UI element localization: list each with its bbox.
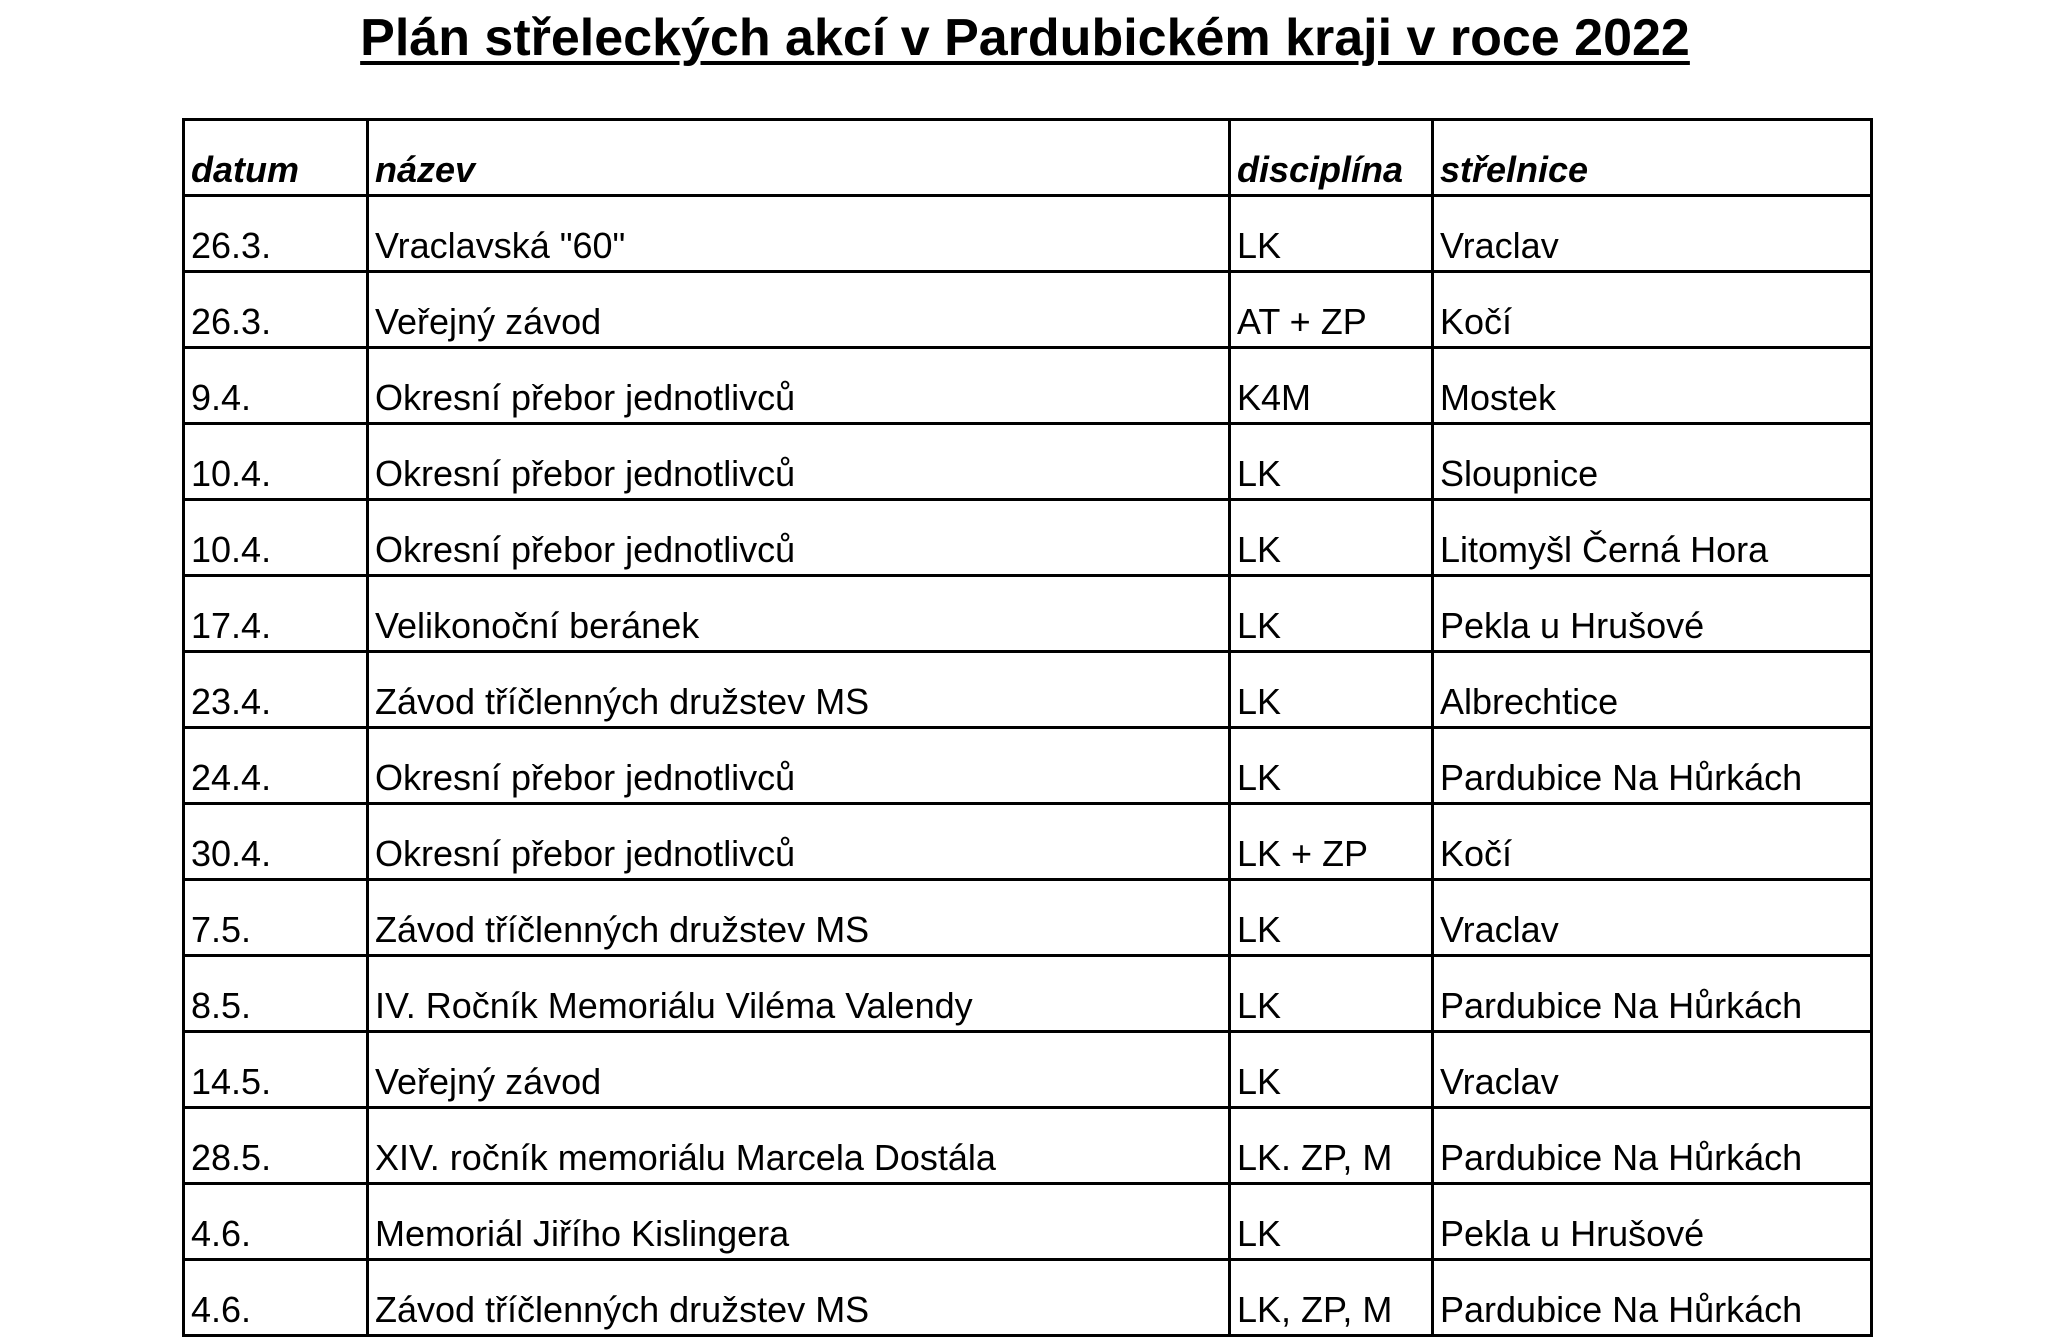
cell-date: 26.3.: [184, 196, 368, 272]
column-header-discipline: disciplína: [1230, 120, 1433, 196]
cell-name: Memoriál Jiřího Kislingera: [368, 1184, 1230, 1260]
cell-date: 4.6.: [184, 1184, 368, 1260]
cell-discipline: LK: [1230, 728, 1433, 804]
table-row: [184, 576, 1872, 652]
cell-name: Závod tříčlenných družstev MS: [368, 880, 1230, 956]
page-title: Plán střeleckých akcí v Pardubickém kraji v roce 2022: [360, 9, 1690, 67]
cell-date: 10.4.: [184, 424, 368, 500]
cell-date: 26.3.: [184, 272, 368, 348]
cell-name: Velikonoční beránek: [368, 576, 1230, 652]
table-row: [184, 1260, 1872, 1336]
cell-date: 7.5.: [184, 880, 368, 956]
cell-discipline: LK: [1230, 1184, 1433, 1260]
cell-range: Albrechtice: [1433, 652, 1872, 728]
table-row: [184, 728, 1872, 804]
cell-discipline: LK: [1230, 880, 1433, 956]
cell-range: Pardubice Na Hůrkách: [1433, 1108, 1872, 1184]
column-header-date: datum: [184, 120, 368, 196]
cell-discipline: LK: [1230, 576, 1433, 652]
cell-date: 4.6.: [184, 1260, 368, 1336]
table-row: [184, 804, 1872, 880]
cell-name: Okresní přebor jednotlivců: [368, 804, 1230, 880]
cell-discipline: LK: [1230, 500, 1433, 576]
cell-date: 24.4.: [184, 728, 368, 804]
cell-name: Závod tříčlenných družstev MS: [368, 1260, 1230, 1336]
table-row: [184, 1108, 1872, 1184]
table-row: [184, 880, 1872, 956]
cell-date: 14.5.: [184, 1032, 368, 1108]
table-row: [184, 1184, 1872, 1260]
cell-range: Pekla u Hrušové: [1433, 576, 1872, 652]
column-header-name: název: [368, 120, 1230, 196]
cell-discipline: AT + ZP: [1230, 272, 1433, 348]
cell-range: Pardubice Na Hůrkách: [1433, 956, 1872, 1032]
cell-date: 28.5.: [184, 1108, 368, 1184]
cell-name: IV. Ročník Memoriálu Viléma Valendy: [368, 956, 1230, 1032]
cell-range: Kočí: [1433, 804, 1872, 880]
cell-date: 8.5.: [184, 956, 368, 1032]
cell-discipline: K4M: [1230, 348, 1433, 424]
cell-date: 9.4.: [184, 348, 368, 424]
cell-range: Mostek: [1433, 348, 1872, 424]
cell-range: Pardubice Na Hůrkách: [1433, 1260, 1872, 1336]
column-header-range: střelnice: [1433, 120, 1872, 196]
cell-discipline: LK: [1230, 1032, 1433, 1108]
table-row: [184, 424, 1872, 500]
table-row: [184, 196, 1872, 272]
cell-discipline: LK + ZP: [1230, 804, 1433, 880]
cell-discipline: LK. ZP, M: [1230, 1108, 1433, 1184]
table-row: [184, 652, 1872, 728]
cell-name: Závod tříčlenných družstev MS: [368, 652, 1230, 728]
cell-date: 10.4.: [184, 500, 368, 576]
table-row: [184, 956, 1872, 1032]
events-table: [182, 118, 1873, 1337]
table-row: [184, 272, 1872, 348]
cell-range: Sloupnice: [1433, 424, 1872, 500]
cell-name: Okresní přebor jednotlivců: [368, 500, 1230, 576]
cell-discipline: LK: [1230, 196, 1433, 272]
cell-range: Vraclav: [1433, 1032, 1872, 1108]
cell-name: Vraclavská "60": [368, 196, 1230, 272]
cell-name: XIV. ročník memoriálu Marcela Dostála: [368, 1108, 1230, 1184]
cell-range: Kočí: [1433, 272, 1872, 348]
cell-name: Okresní přebor jednotlivců: [368, 728, 1230, 804]
cell-discipline: LK: [1230, 956, 1433, 1032]
cell-range: Vraclav: [1433, 196, 1872, 272]
table-row: [184, 348, 1872, 424]
cell-discipline: LK: [1230, 652, 1433, 728]
cell-range: Pardubice Na Hůrkách: [1433, 728, 1872, 804]
cell-name: Okresní přebor jednotlivců: [368, 348, 1230, 424]
table-row: [184, 500, 1872, 576]
cell-range: Litomyšl Černá Hora: [1433, 500, 1872, 576]
cell-name: Okresní přebor jednotlivců: [368, 424, 1230, 500]
cell-name: Veřejný závod: [368, 1032, 1230, 1108]
cell-discipline: LK, ZP, M: [1230, 1260, 1433, 1336]
cell-discipline: LK: [1230, 424, 1433, 500]
cell-date: 30.4.: [184, 804, 368, 880]
cell-range: Vraclav: [1433, 880, 1872, 956]
cell-range: Pekla u Hrušové: [1433, 1184, 1872, 1260]
cell-name: Veřejný závod: [368, 272, 1230, 348]
table-header-row: [184, 120, 1872, 196]
cell-date: 23.4.: [184, 652, 368, 728]
table-row: [184, 1032, 1872, 1108]
cell-date: 17.4.: [184, 576, 368, 652]
